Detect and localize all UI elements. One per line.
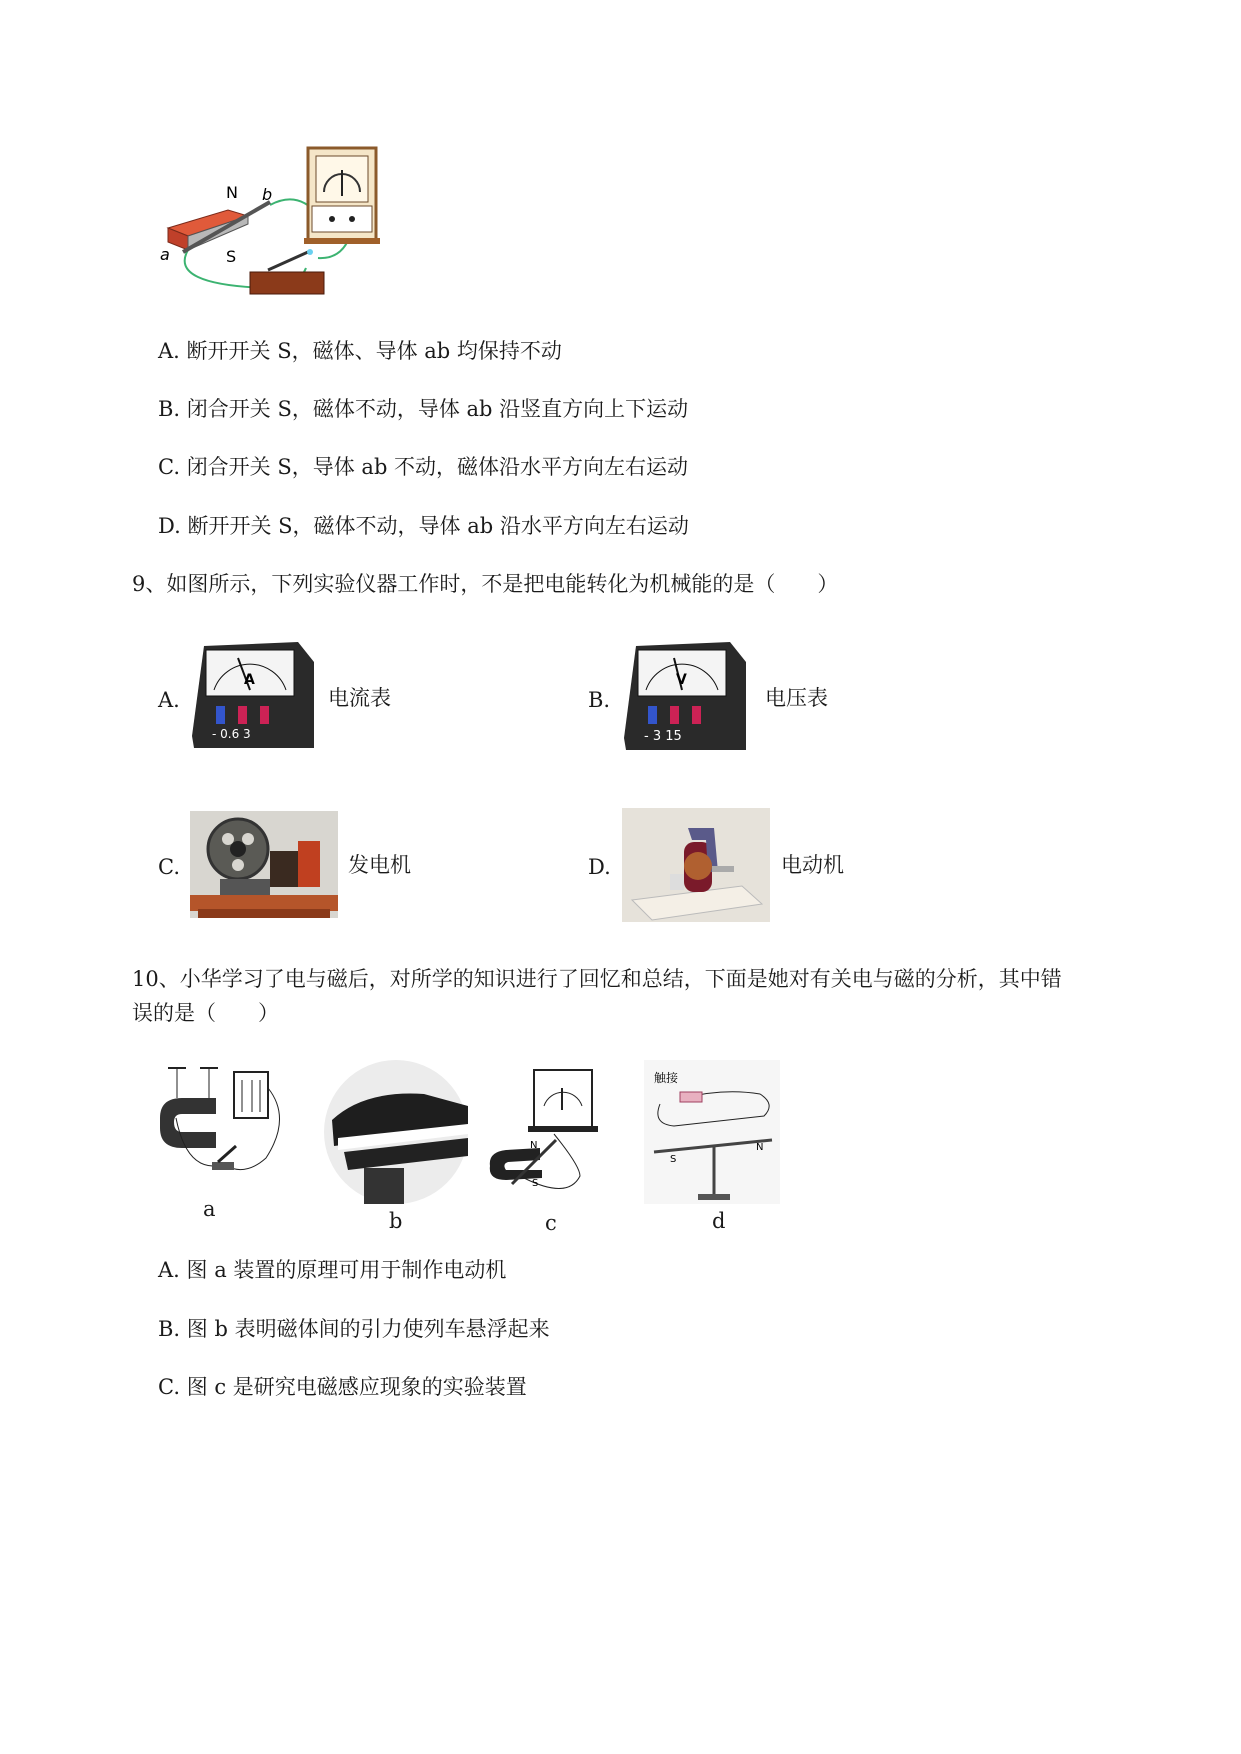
q10-caption-d: d: [712, 1209, 726, 1233]
motor-image: [622, 808, 770, 922]
svg-text:S: S: [532, 1178, 539, 1189]
q8-option-a: [158, 336, 562, 366]
option-letter: B.: [158, 1317, 181, 1341]
option-text: 图 c 是研究电磁感应现象的实验装置: [186, 1375, 527, 1399]
ammeter-terminals: - 0.6 3: [212, 727, 251, 741]
option-letter: D.: [158, 514, 181, 538]
option-text: 闭合开关 S，磁体不动，导体 ab 沿竖直方向上下运动: [186, 397, 689, 421]
q9-option-d-label: 电动机: [781, 853, 844, 877]
voltmeter-terminals: - 3 15: [644, 729, 682, 744]
q8-label-s: S: [226, 247, 237, 266]
option-letter: C.: [158, 1375, 180, 1399]
q10-caption-b: b: [389, 1209, 403, 1233]
q8-label-b: b: [262, 185, 273, 204]
option-text: 闭合开关 S，导体 ab 不动，磁体沿水平方向左右运动: [186, 455, 689, 479]
q9-option-a-label: 电流表: [328, 686, 391, 710]
ammeter-letter: A: [244, 672, 255, 688]
q10-stem-line2: 误的是（ ）: [132, 1001, 279, 1025]
option-letter: A.: [158, 339, 180, 363]
option-text: 图 b 表明磁体间的引力使列车悬浮起来: [186, 1317, 550, 1341]
q10-option-c: [158, 1372, 527, 1402]
option-text: 图 a 装置的原理可用于制作电动机: [186, 1258, 507, 1282]
option-letter: C.: [158, 455, 180, 479]
q9-option-b-letter: B.: [588, 688, 611, 712]
q10-option-b: [158, 1314, 550, 1344]
voltmeter-letter: V: [676, 672, 687, 688]
voltmeter-image: [622, 640, 750, 756]
option-letter: B.: [158, 397, 181, 421]
q10-caption-c: c: [545, 1211, 557, 1235]
q9-option-a-letter: A.: [158, 688, 180, 712]
q9-option-d-letter: D.: [588, 855, 611, 879]
q10-caption-a: a: [203, 1197, 216, 1221]
q9-option-b-label: 电压表: [765, 686, 828, 710]
q10-option-a: [158, 1255, 506, 1285]
option-text: 断开开关 S，磁体、导体 ab 均保持不动: [186, 339, 562, 363]
q8-option-d: [158, 511, 689, 541]
q10-figure-c: [484, 1066, 602, 1196]
q8-option-c: [158, 452, 688, 482]
option-text: 断开开关 S，磁体不动，导体 ab 沿水平方向左右运动: [187, 514, 689, 538]
q10-figure-b: [324, 1060, 468, 1204]
q10-figure-d-text: 触接: [654, 1071, 679, 1085]
svg-text:S: S: [670, 1154, 677, 1165]
svg-text:N: N: [756, 1142, 764, 1153]
q8-induction-figure: [158, 140, 388, 305]
q9-option-c-letter: C.: [158, 855, 180, 879]
q8-label-a: a: [160, 245, 170, 264]
q9-stem: 9、如图所示，下列实验仪器工作时，不是把电能转化为机械能的是（ ）: [132, 572, 839, 596]
q8-label-n: N: [226, 183, 238, 202]
option-letter: A.: [158, 1258, 180, 1282]
ammeter-image: [190, 640, 318, 754]
q10-figure-d: [644, 1060, 780, 1204]
svg-text:N: N: [530, 1140, 538, 1151]
q10-stem-line1: 10、小华学习了电与磁后，对所学的知识进行了回忆和总结，下面是她对有关电与磁的分析，其中错: [132, 967, 1062, 991]
q9-option-c-label: 发电机: [348, 853, 411, 877]
generator-image: [190, 811, 338, 918]
q8-option-b: [158, 394, 688, 424]
q10-figure-a: [156, 1058, 294, 1178]
